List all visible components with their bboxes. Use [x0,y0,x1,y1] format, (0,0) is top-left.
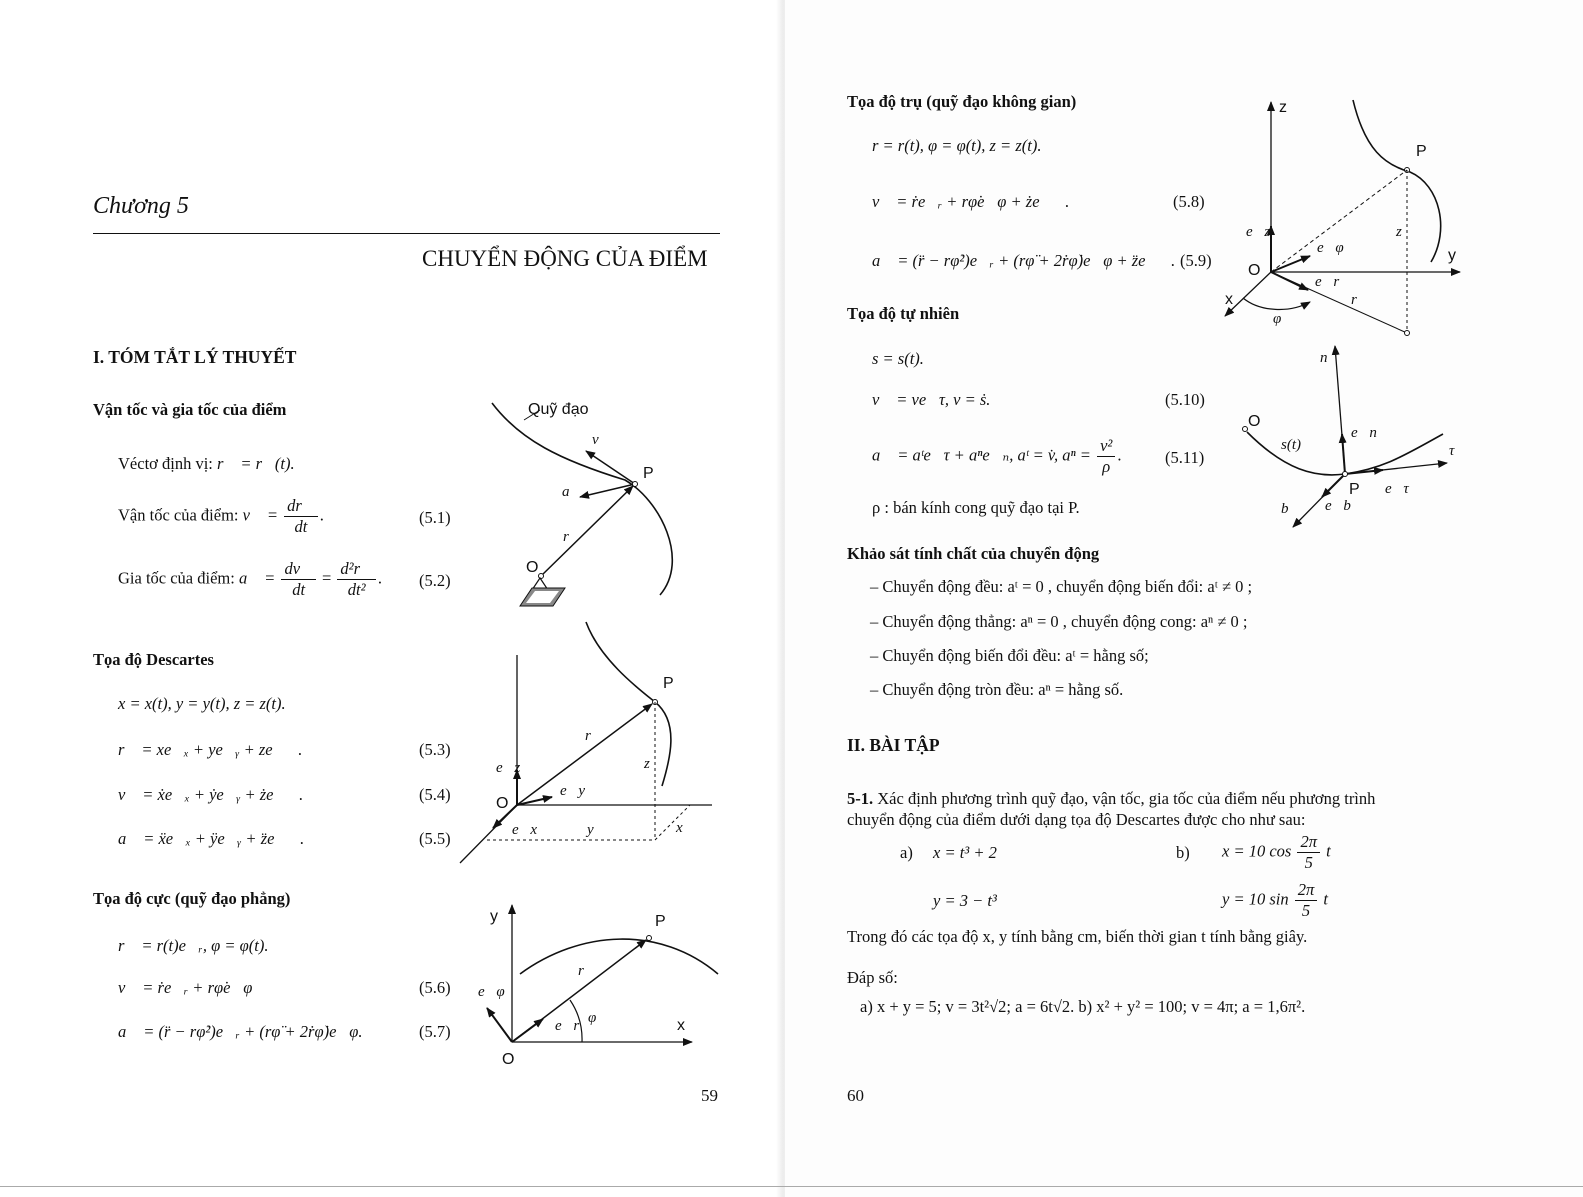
natural-eq-2-lhs: a⃗ = aᵗe⃗τ + aⁿe⃗ₙ, aᵗ = v̇, aⁿ = [872,445,1091,465]
page-number-right: 60 [847,1086,864,1105]
cyl-r-label: r [1351,292,1357,308]
property-item-4: – Chuyển động tròn đều: aⁿ = hằng số. [870,680,1124,699]
case-b-x-lhs: x = 10 cos [1222,841,1292,861]
velocity-heading: Vận tốc và gia tốc của điểm [93,400,287,419]
polar-origin-label: O [502,1051,515,1068]
cyl-p-label: P [1416,143,1427,160]
natural-p-label: P [1349,481,1360,498]
acc-num-1: dv⃗ [281,559,315,580]
velocity-num: dr⃗ [284,496,318,517]
ez-label: e⃗z [496,760,521,776]
origin-label: O [526,559,539,576]
eq-number-5-7: (5.7) [419,1022,451,1041]
point-p-label: P [643,465,654,482]
natural-en-vector [1342,434,1345,474]
acceleration-label: Gia tốc của điểm: [118,568,235,588]
descartes-z-label: z [644,756,650,772]
descartes-x-label: x [676,820,683,836]
case-b-y-t: t [1323,889,1328,909]
natural-eq-0: s = s(t). [872,349,924,368]
descartes-p-label: P [663,675,674,692]
property-item-3: – Chuyển động biến đổi đều: aᵗ = hằng số; [870,646,1149,665]
polar-heading: Tọa độ cực (quỹ đạo phẳng) [93,889,291,908]
section-exercises-heading: II. BÀI TẬP [847,735,940,755]
case-b-label: b) [1176,843,1190,862]
natural-et-label: e⃗τ [1385,481,1409,497]
polar-r-label: r⃗ [578,963,596,979]
polar-point-p [647,936,652,941]
position-vector-label: r⃗ [563,529,581,545]
cyl-phi-label: φ [1273,311,1282,327]
case-b-y-num: 2π [1295,880,1318,901]
right-page [785,0,1583,1197]
cyl-x-label: x [1225,291,1233,308]
polar-p-label: P [655,913,666,930]
polar-x-label: x [677,1017,685,1034]
cyl-z-label: z [1279,99,1287,116]
cylindrical-heading: Tọa độ trụ (quỹ đạo không gian) [847,92,1077,111]
velocity-label: Vận tốc của điểm: [118,505,239,525]
eq-number-5-6: (5.6) [419,978,451,997]
case-b-y-lhs: y = 10 sin [1222,889,1289,909]
natural-eb-vector [1322,474,1345,497]
exercise-number: 5-1. [847,789,874,808]
cyl-ez-label: e⃗z [1246,224,1271,240]
velocity-vector-label: v⃗ [592,432,611,448]
eq-number-5-5: (5.5) [419,829,451,848]
er-vector [512,1019,543,1042]
exercise-text-1: Xác định phương trình quỹ đạo, vận tốc, gia tốc của điểm nếu phương trình [873,789,1376,808]
answer-heading: Đáp số: [847,968,898,987]
polar-eq-1: v⃗ = ṙe⃗ᵣ + rφ̇e⃗φ [118,978,253,997]
natural-eq-1: v⃗ = ve⃗τ, v = ṡ. [872,390,991,409]
descartes-eq-0: x = x(t), y = y(t), z = z(t). [118,694,286,713]
acc-den-1: dt [292,580,306,599]
acceleration-eq-line: Gia tốc của điểm: a⃗ = $\frac{dv⃗}{dt}$ = $\frac{\text{d²r⃗}}{\text{dt²}}$ . [118,559,382,599]
section-summary-heading: I. TÓM TẮT LÝ THUYẾT [93,347,297,367]
polar-phi-label: φ [588,1010,597,1026]
descartes-eq-3: a⃗ = ẍe⃗ₓ + ÿe⃗ᵧ + z̈e⃗𝓏. [118,829,305,848]
cylindrical-eq-2: a⃗ = (r̈ − rφ̇²)e⃗ᵣ + (rφ̈ + 2ṙφ̇)e⃗φ + z̈e⃗𝓏. [872,251,1176,270]
trajectory-label: Quỹ đạo [528,401,589,418]
case-b-x-num: 2π [1297,832,1320,853]
cylindrical-eq-1: v⃗ = ṙe⃗ᵣ + rφ̇e⃗φ + że⃗𝓏. [872,192,1070,211]
natural-point-p [1343,472,1348,477]
ex-label: e⃗x [512,822,537,838]
descartes-origin-label: O [496,795,509,812]
eq-number-5-11: (5.11) [1165,448,1205,467]
ephi-label: e⃗φ [478,984,505,1000]
acc-num-2: d²r⃗ [337,559,375,580]
descartes-r-label: r⃗ [585,728,603,744]
units-note: Trong đó các tọa độ x, y tính bằng cm, biến thời gian t tính bằng giây. [847,927,1308,946]
page-number-left: 59 [701,1086,718,1105]
eq-number-5-3: (5.3) [419,740,451,759]
cyl-zh-label: z [1396,224,1402,240]
descartes-y-label: y [587,822,594,838]
cyl-ephi-label: e⃗φ [1317,240,1344,256]
case-b-x-den: 5 [1304,853,1313,872]
eq-number-5-9: (5.9) [1180,251,1212,270]
answer-text: a) x + y = 5; v = 3t²√2; a = 6t√2. b) x² + y² = 100; v = 4π; a = 1,6π². [860,997,1306,1016]
case-a-y: y = 3 − t³ [933,891,997,910]
chapter-label: Chương 5 [93,193,189,219]
natural-heading: Tọa độ tự nhiên [847,304,960,323]
property-item-1: – Chuyển động đều: aᵗ = 0 , chuyển động biến đổi: aᵗ ≠ 0 ; [870,577,1253,596]
figure-natural [785,0,1583,1197]
descartes-heading: Tọa độ Descartes [93,650,214,669]
cylindrical-eq-0: r = r(t), φ = φ(t), z = z(t). [872,136,1042,155]
position-eq: r⃗ = r⃗(t). [217,454,295,473]
case-a-label: a) [900,843,913,862]
natural-num: v² [1097,436,1115,457]
left-page [0,0,785,1197]
natural-eq-2: a⃗ = aᵗe⃗τ + aⁿe⃗ₙ, aᵗ = v̇, aⁿ = $\frac{\text{v²}}{\rho}$ . [872,436,1122,476]
natural-en-label: e⃗n [1351,425,1377,441]
descartes-eq-2: v⃗ = ẋe⃗ₓ + ẏe⃗ᵧ + że⃗𝓏. [118,785,304,804]
eq-number-5-8: (5.8) [1173,192,1205,211]
polar-y-label: y [490,908,498,925]
natural-tau-label: τ [1449,443,1455,459]
natural-origin-point [1243,427,1248,432]
natural-eb-label: e⃗b [1325,498,1351,514]
position-label: Véctơ định vị: [118,454,213,473]
natural-n-label: n [1320,350,1328,366]
chapter-title: CHUYỂN ĐỘNG CỦA ĐIỂM [422,246,708,271]
eq-number-5-4: (5.4) [419,785,451,804]
acc-den-2: dt² [347,580,366,599]
eq-number-5-2: (5.2) [419,571,451,590]
polar-eq-2: a⃗ = (r̈ − rφ̇²)e⃗ᵣ + (rφ̈ + 2ṙφ̇)e⃗φ. [118,1022,363,1041]
eq-number-5-1: (5.1) [419,508,451,527]
acceleration-vector-label: a⃗ [562,484,582,500]
acceleration-lhs: a⃗ = [238,568,276,588]
exercise-text-line-2: chuyển động của điểm dưới dạng tọa độ Descartes được cho như sau: [847,810,1306,829]
polar-curve [520,939,718,974]
natural-s-label: s(t) [1281,437,1301,453]
cyl-origin-label: O [1248,262,1261,279]
property-item-2: – Chuyển động thẳng: aⁿ = 0 , chuyển động cong: aⁿ ≠ 0 ; [870,612,1248,631]
natural-den: ρ [1102,457,1111,476]
velocity-den: dt [294,517,308,536]
case-b-x-t: t [1326,841,1331,861]
natural-b-label: b [1281,501,1289,517]
velocity-eq-line: Vận tốc của điểm: v⃗ = $\frac{dr⃗}{dt}$ . [118,496,324,536]
polar-eq-0: r⃗ = r(t)e⃗ᵣ, φ = φ(t). [118,936,269,955]
case-a-x: x = t³ + 2 [933,843,997,862]
eq-number-5-10: (5.10) [1165,390,1205,409]
properties-heading: Khảo sát tính chất của chuyển động [847,544,1100,563]
case-b-y-den: 5 [1301,901,1311,920]
velocity-lhs: v⃗ = [242,505,279,525]
cyl-y-label: y [1448,247,1456,264]
descartes-eq-1: r⃗ = xe⃗ₓ + ye⃗ᵧ + ze⃗𝓏. [118,740,303,759]
ephi-vector [487,1008,512,1042]
er-label: e⃗r [555,1018,580,1034]
cyl-er-label: e⃗r [1315,274,1340,290]
natural-origin-label: O [1248,413,1261,430]
rho-definition: ρ : bán kính cong quỹ đạo tại P. [872,498,1080,517]
ey-label: e⃗y [560,783,585,799]
figure-polar [0,0,785,1197]
scan-bottom-edge [0,1186,1583,1187]
